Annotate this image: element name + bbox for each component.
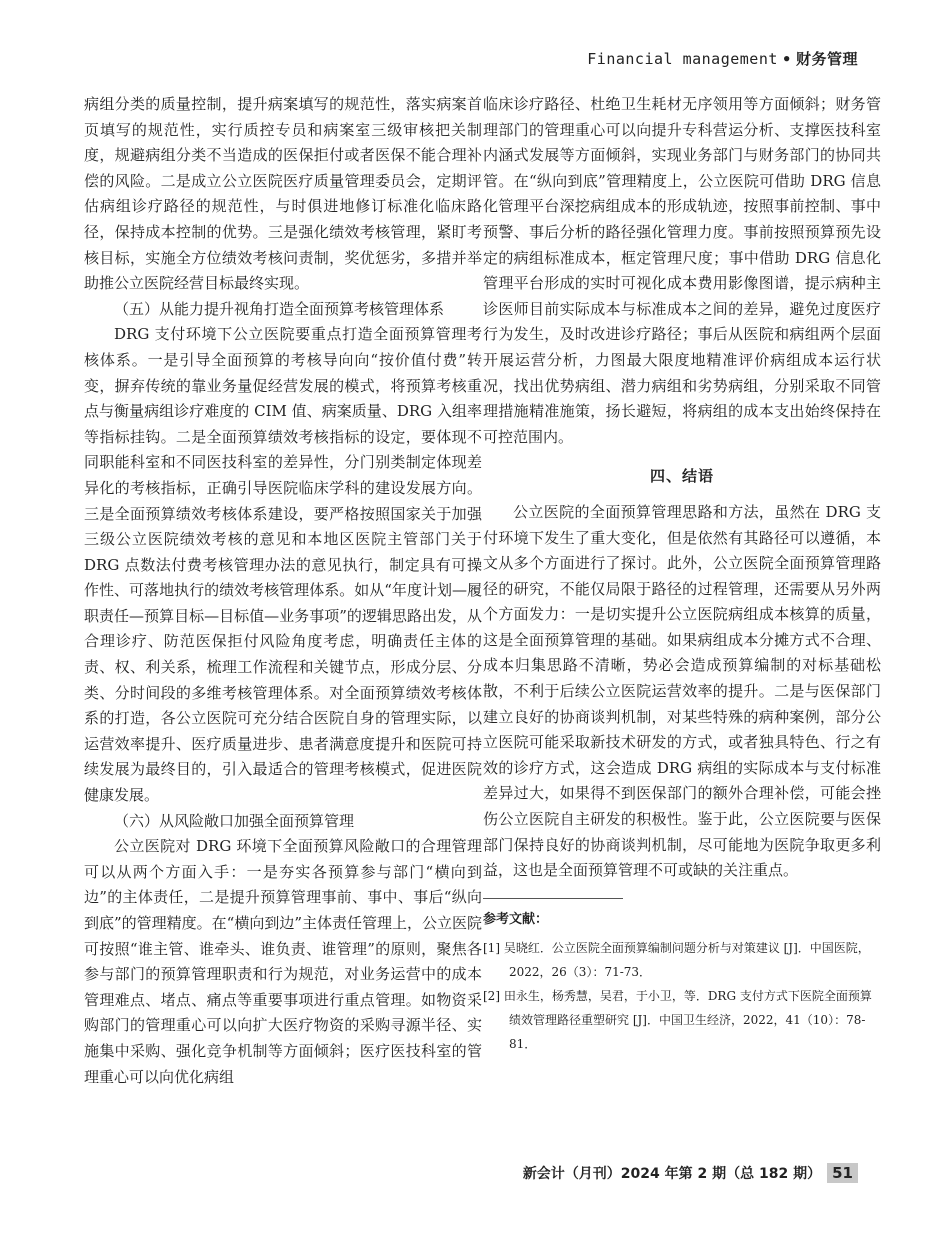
paragraph: DRG 支付环境下公立医院要重点打造全面预算管理考核体系。一是引导全面预算的考核导向向“按价值付费”转变，摒弃传统的靠业务量促经营发展的模式，将预算考核重点与衡量病组诊疗难度的 CIM 值、病案质量、DRG 入组率等指标挂钩。二是全面预算绩效考核指标的设定，要体现不同职能科室和不同医技科室的差异性，分门别类制定体现差异化的考核指标，正确引导医院临床学科的建设发展方向。三是全面预算绩效考核体系建设，要严格按照国家关于加强三级公立医院绩效考核的意见和本地区医院主管部门关于 DRG 点数法付费考核管理办法的意见执行，制定具有可操作性、可落地执行的绩效考核管理体系。如从“年度计划—履职责任—预算目标—目标值—业务事项”的逻辑思路出发，从合理诊疗、防范医保拒付风险角度考虑，明确责任主体的责、权、利关系，梳理工作流程和关键节点，形成分层、分类、分时间段的多维考核管理体系。对全面预算绩效考核体系的打造，各公立医院可充分结合医院自身的管理实际，以运营效率提升、医疗质量进步、患者满意度提升和医院可持续发展为最终目的，引入最适合的管理考核模式，促进医院健康发展。 [84, 325, 482, 805]
reference-item: [2] 田永生，杨秀慧，吴君，于小卫，等．DRG 支付方式下医院全面预算绩效管理路径重塑研究 [J]．中国卫生经济，2022，41（10）：78-81． [483, 989, 872, 1052]
reference-item: [1] 吴晓红．公立医院全面预算编制问题分析与对策建议 [J]．中国医院，2022，26（3）：71-73． [483, 941, 870, 980]
running-header [587, 48, 858, 69]
paragraph: 病组分类的质量控制，提升病案填写的规范性，落实病案首页填写的规范性，实行质控专员和病案室三级审核把关制度，规避病组分类不当造成的医保拒付或者医保不能合理补偿的风险。二是成立公立医院医疗质量管理委员会，定期评估病组诊疗路径的规范性，与时俱进地修订标准化临床路径，保持成本控制的优势。三是强化绩效考核管理，紧盯考核目标，实施全方位绩效考核问责制，奖优惩劣，多措并举助推公立医院经营目标最终实现。 [84, 95, 482, 293]
references-divider [483, 898, 623, 899]
journal-issue: 新会计（月刊）2024 年第 2 期（总 182 期） [522, 1166, 822, 1182]
conclusion-heading: 四、结语 [649, 467, 714, 486]
header-separator: • [781, 50, 792, 68]
page-number: 51 [827, 1163, 858, 1183]
left-column [84, 92, 482, 1090]
page-footer [523, 1163, 858, 1183]
paragraph: 公立医院的全面预算管理思路和方法，虽然在 DRG 支付环境下发生了重大变化，但是依然有其路径可以遵循，本文从多个方面进行了探讨。此外，公立医院全面预算管理路径的研究，不能仅局限于路径的过程管理，还需要从另外两个方面发力：一是切实提升公立医院病组成本核算的质量，这是全面预算管理的基础。如果病组成本分摊方式不合理、成本归集思路不清晰，势必会造成预算编制的对标基础松散，不利于后续公立医院运营效率的提升。二是与医保部门建立良好的协商谈判机制，对某些特殊的病种案例，部分公立医院可能采取新技术研发的方式，或者独具特色、行之有效的诊疗方式，这会造成 DRG 病组的实际成本与支付标准差异过大，如果得不到医保部门的额外合理补偿，可能会挫伤公立医院自主研发的积极性。鉴于此，公立医院要与医保部门保持良好的协商谈判机制，尽可能地为医院争取更多利益，这也是全面预算管理不可或缺的关注重点。 [483, 502, 881, 880]
header-english: Financial management [587, 50, 778, 68]
paragraph: 临床诊疗路径、杜绝卫生耗材无序领用等方面倾斜；财务管理部门的管理重心可以向提升专科营运分析、支撑医技科室内涵式发展等方面倾斜，实现业务部门与财务部门的协同共管。在“纵向到底”管理精度上，公立医院可借助 DRG 信息化管理平台深挖病组成本的形成轨迹，按照事前控制、事中预警、事后分析的路径强化管理力度。事前按照预算预先设定的病组标准成本，框定管理尺度；事中借助 DRG 信息化管理平台形成的实时可视化成本费用影像图谱，提示病种主诊医师目前实际成本与标准成本之间的差异，避免过度医疗行为发生，及时改进诊疗路径；事后从医院和病组两个层面开展运营分析，力图最大限度地精准评价病组成本运行状况，找出优势病组、潜力病组和劣势病组，分别采取不同管理措施精准施策，扬长避短，将病组的成本支出始终保持在可控范围内。 [483, 95, 881, 446]
right-column [483, 92, 881, 1056]
section-heading-6: （六）从风险敞口加强全面预算管理 [114, 811, 355, 830]
header-chinese: 财务管理 [795, 50, 858, 68]
references-title: 参考文献： [483, 911, 549, 927]
section-heading-5: （五）从能力提升视角打造全面预算考核管理体系 [114, 299, 445, 318]
paragraph: 公立医院对 DRG 环境下全面预算风险敞口的合理管理可以从两个方面入手：一是夯实各预算参与部门“横向到边”的主体责任，二是提升预算管理事前、事中、事后“纵向到底”的管理精度。在“横向到边”主体责任管理上，公立医院可按照“谁主管、谁牵头、谁负责、谁管理”的原则，聚焦各参与部门的预算管理职责和行为规范，对业务运营中的成本管理难点、堵点、痛点等重要事项进行重点管理。如物资采购部门的管理重心可以向扩大医疗物资的采购寻源半径、实施集中采购、强化竞争机制等方面倾斜；医疗医技科室的管理重心可以向优化病组 [84, 837, 483, 1086]
